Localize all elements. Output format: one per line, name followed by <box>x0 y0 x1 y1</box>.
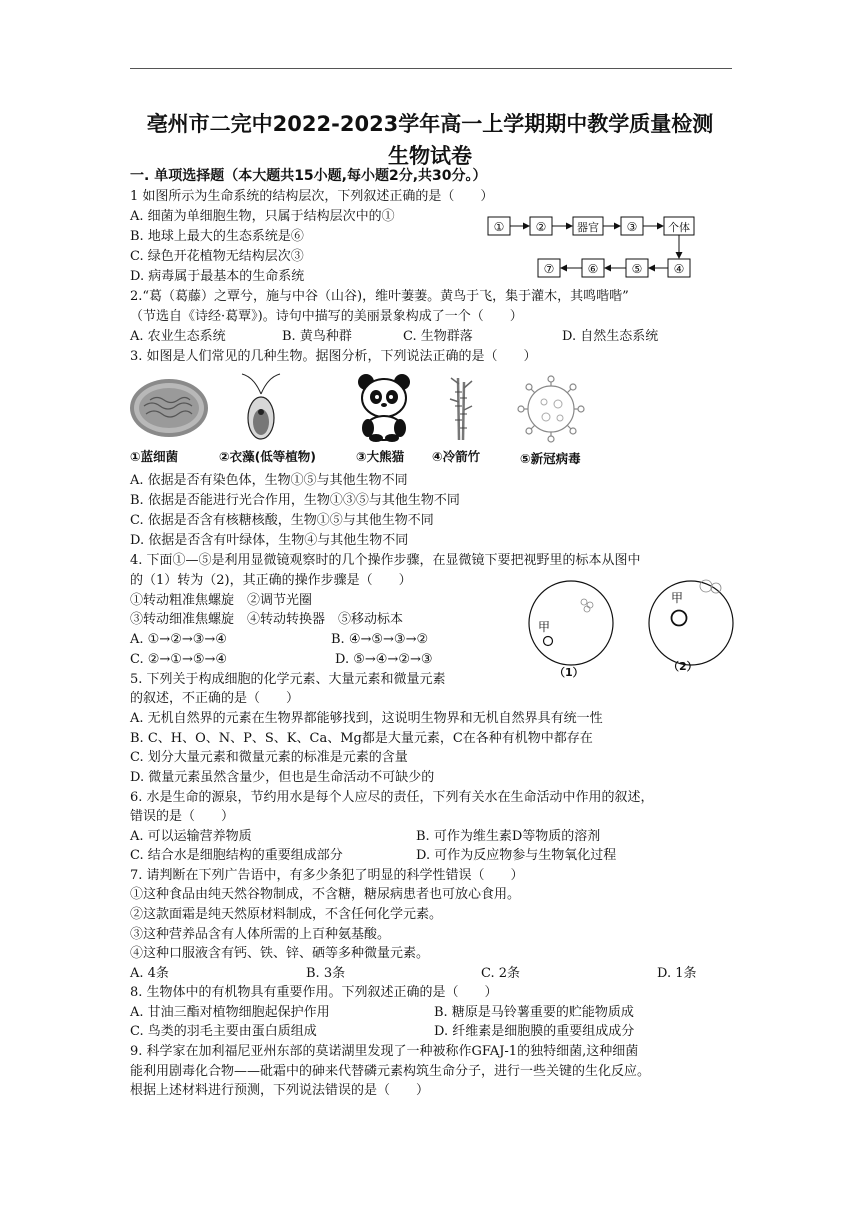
q1-stem: 1 如图所示为生命系统的结构层次，下列叙述正确的是（ ） <box>130 189 494 204</box>
fig-label-jia-1: 甲 <box>538 620 551 634</box>
q7-stem: 7. 请判断在下列广告语中，有多少条犯了明显的科学性错误（ ） <box>130 868 524 883</box>
q2-stem-line2: （节选自《诗经·葛覃》)。诗句中描写的美丽景象构成了一个（ ） <box>130 309 523 324</box>
header-rule <box>130 68 732 69</box>
q8-option-c: C. 鸟类的羽毛主要由蛋白质组成 <box>130 1024 317 1039</box>
q9-stem-line1: 9. 科学家在加利福尼亚州东部的莫诺湖里发现了一种被称作GFAJ-1的独特细菌,这种细菌 <box>130 1044 639 1059</box>
microscope-field-diagram <box>516 578 734 678</box>
q9-stem-line3: 根据上述材料进行预测，下列说法错误的是（ ） <box>130 1083 430 1098</box>
q5-option-a: A. 无机自然界的元素在生物界都能够找到，这说明生物界和无机自然界具有统一性 <box>130 711 603 726</box>
q8-option-a: A. 甘油三酯对植物细胞起保护作用 <box>130 1005 330 1020</box>
diagram-label-2: ② <box>535 220 547 234</box>
q3-caption-4: ④冷箭竹 <box>432 449 481 464</box>
chlamydomonas-image <box>238 372 284 442</box>
specimen-large <box>672 611 687 626</box>
q7-statement-4: ④这种口服液含有钙、铁、锌、硒等多种微量元素。 <box>130 946 430 961</box>
q7-statement-1: ①这种食品由纯天然谷物制成，不含糖，糖尿病患者也可放心食用。 <box>130 887 521 902</box>
q3-caption-1: ①蓝细菌 <box>130 449 179 464</box>
q3-stem: 3. 如图是人们常见的几种生物。据图分析，下列说法正确的是（ ） <box>130 349 537 364</box>
q4-steps-line1: ①转动粗准焦螺旋 ②调节光圈 <box>130 593 313 608</box>
section-heading: 一. 单项选择题（本大题共15小题,每小题2分,共30分。） <box>130 168 487 184</box>
q7-option-a: A. 4条 <box>130 966 169 981</box>
q5-stem-line2: 的叙述，不正确的是（ ） <box>130 691 300 706</box>
diagram-label-6: ⑥ <box>587 262 599 276</box>
q1-option-d: D. 病毒属于最基本的生命系统 <box>130 269 305 284</box>
q6-option-c: C. 结合水是细胞结构的重要组成部分 <box>130 848 343 863</box>
q4-option-d: D. ⑤→④→②→③ <box>335 652 433 667</box>
q2-option-d: D. 自然生态系统 <box>562 329 659 344</box>
q3-caption-5: ⑤新冠病毒 <box>520 451 581 466</box>
diagram-label-organ: 器官 <box>577 221 599 234</box>
cyanobacteria-image <box>128 376 210 440</box>
diagram-label-3: ③ <box>626 220 638 234</box>
exam-title: 亳州市二完中2022-2023学年高一上学期期中教学质量检测 <box>146 112 714 136</box>
q4-stem-line1: 4. 下面①—⑤是利用显微镜观察时的几个操作步骤，在显微镜下要把视野里的标本从图中 <box>130 553 641 568</box>
q3-option-b: B. 依据是否能进行光合作用，生物①③⑤与其他生物不同 <box>130 493 460 508</box>
diagram-label-7: ⑦ <box>543 262 555 276</box>
q1-option-a: A. 细菌为单细胞生物，只属于结构层次中的① <box>130 209 395 224</box>
q5-stem-line1: 5. 下列关于构成细胞的化学元素、大量元素和微量元素 <box>130 672 446 687</box>
q7-statement-3: ③这种营养品含有人体所需的上百种氨基酸。 <box>130 927 391 942</box>
fig-label-jia-2: 甲 <box>671 591 684 605</box>
bamboo-image <box>448 374 474 442</box>
q3-option-a: A. 依据是否有染色体，生物①⑤与其他生物不同 <box>130 473 408 488</box>
q6-stem-line1: 6. 水是生命的源泉，节约用水是每个人应尽的责任，下列有关水在生命活动中作用的叙述， <box>130 790 654 805</box>
field-of-view-2 <box>649 581 733 665</box>
q4-option-c: C. ②→①→⑤→④ <box>130 652 228 667</box>
q7-option-d: D. 1条 <box>657 966 697 981</box>
q4-option-b: B. ④→⑤→③→② <box>331 632 429 647</box>
q3-caption-3: ③大熊猫 <box>356 449 405 464</box>
q3-option-c: C. 依据是否含有核糖核酸，生物①⑤与其他生物不同 <box>130 513 434 528</box>
q7-option-c: C. 2条 <box>481 966 521 981</box>
diagram-label-1: ① <box>493 220 505 234</box>
q3-caption-2: ②衣藻(低等植物) <box>219 449 317 464</box>
q4-option-a: A. ①→②→③→④ <box>130 632 227 647</box>
q2-option-c: C. 生物群落 <box>403 329 473 344</box>
q5-option-c: C. 划分大量元素和微量元素的标准是元素的含量 <box>130 750 408 765</box>
fig-caption-1: （1） <box>554 666 584 678</box>
diagram-label-individual: 个体 <box>668 221 690 234</box>
q6-option-a: A. 可以运输营养物质 <box>130 829 252 844</box>
q2-option-b: B. 黄鸟种群 <box>282 329 352 344</box>
diagram-label-4: ④ <box>673 262 685 276</box>
q4-stem-line2: 的（1）转为（2)，其正确的操作步骤是（ ） <box>130 573 412 588</box>
q2-option-a: A. 农业生态系统 <box>130 329 226 344</box>
q6-option-d: D. 可作为反应物参与生物氧化过程 <box>416 848 617 863</box>
q6-stem-line2: 错误的是（ ） <box>130 809 235 824</box>
life-hierarchy-diagram <box>486 214 698 282</box>
q8-option-b: B. 糖原是马铃薯重要的贮能物质成 <box>434 1005 634 1020</box>
q6-option-b: B. 可作为维生素D等物质的溶剂 <box>416 829 601 844</box>
exam-subtitle: 生物试卷 <box>388 144 472 168</box>
q8-option-d: D. 纤维素是细胞膜的重要组成成分 <box>434 1024 635 1039</box>
q7-option-b: B. 3条 <box>306 966 346 981</box>
q4-steps-line2: ③转动细准焦螺旋 ④转动转换器 ⑤移动标本 <box>130 612 404 627</box>
q5-option-d: D. 微量元素虽然含量少，但也是生命活动不可缺少的 <box>130 770 435 785</box>
q3-option-d: D. 依据是否含有叶绿体，生物④与其他生物不同 <box>130 533 409 548</box>
q5-option-b: B. C、H、O、N、P、S、K、Ca、Mg都是大量元素，C在各种有机物中都存在 <box>130 731 593 746</box>
q1-option-b: B. 地球上最大的生态系统是⑥ <box>130 229 304 244</box>
panda-image <box>354 372 414 442</box>
q9-stem-line2: 能利用剧毒化合物——砒霜中的砷来代替磷元素构筑生命分子，进行一些关键的生化反应。 <box>130 1064 651 1079</box>
q2-stem-line1: 2.“葛（葛藤）之覃兮，施与中谷（山谷)，维叶萋萋。黄鸟于飞，集于灌木，其鸣喈喈” <box>130 289 629 304</box>
coronavirus-image <box>516 374 586 444</box>
diagram-label-5: ⑤ <box>631 262 643 276</box>
q8-stem: 8. 生物体中的有机物具有重要作用。下列叙述正确的是（ ） <box>130 985 498 1000</box>
q7-statement-2: ②这款面霜是纯天然原材料制成，不含任何化学元素。 <box>130 907 443 922</box>
specimen-small <box>544 637 553 646</box>
fig-caption-2: （2） <box>668 660 698 673</box>
q1-option-c: C. 绿色开花植物无结构层次③ <box>130 249 304 264</box>
